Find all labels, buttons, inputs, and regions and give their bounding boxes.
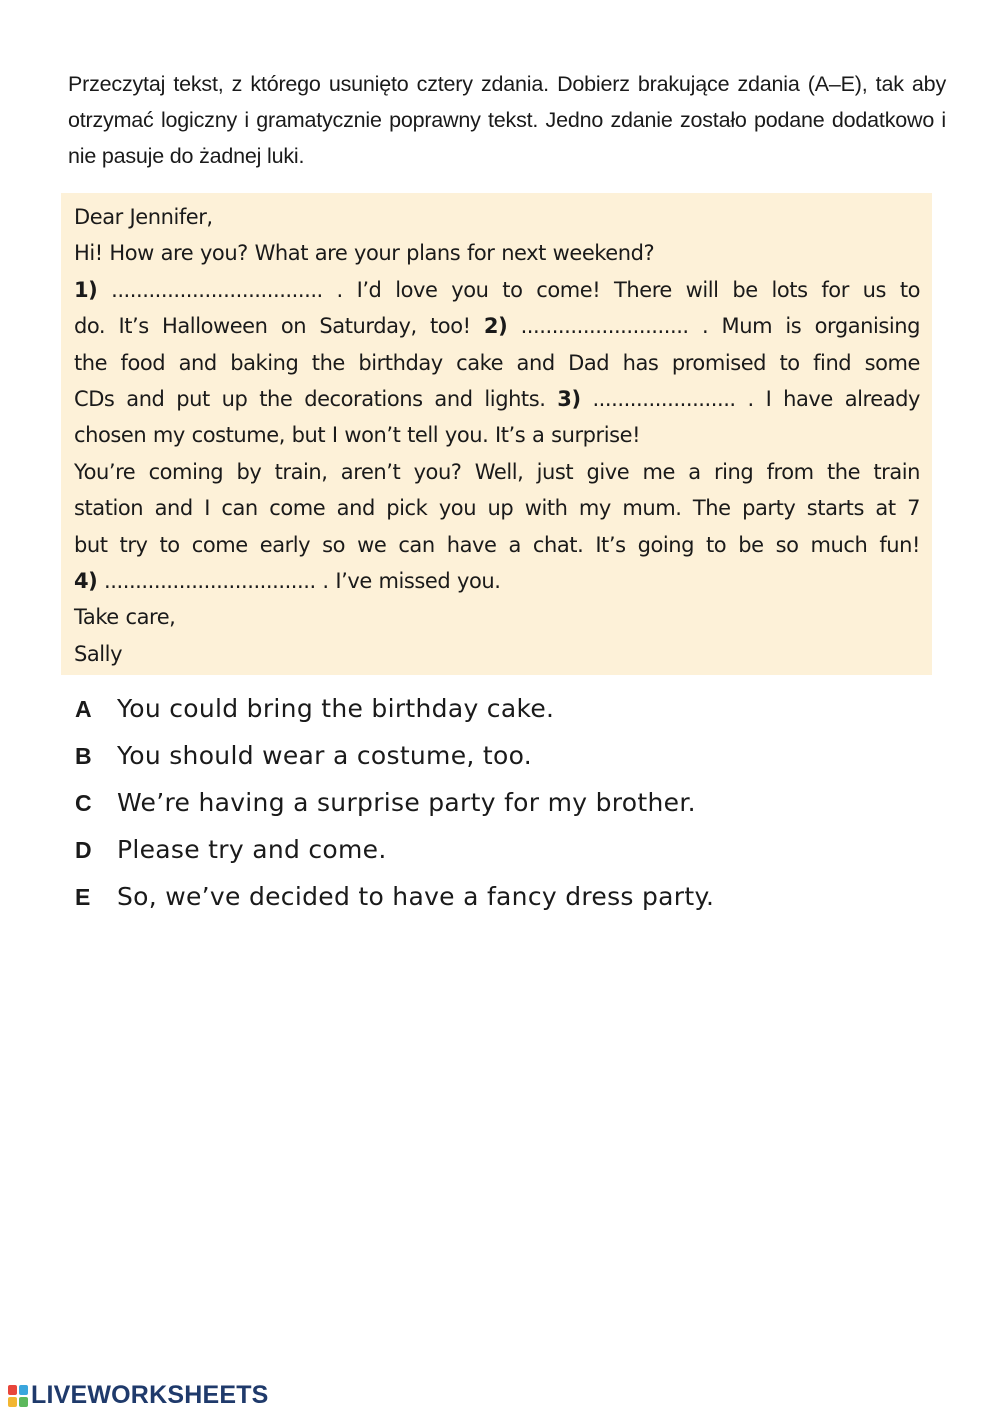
letter-line: chosen my costume, but I won’t tell you. It’s a surprise!: [74, 423, 641, 448]
gap-number-1: 1): [74, 277, 98, 302]
option-text: Please try and come.: [117, 835, 387, 864]
letter-line: [74, 563, 920, 599]
logo-square-icon: [19, 1385, 28, 1395]
letter-line: the food and baking the birthday cake and Dad has promised to find some: [74, 350, 920, 375]
letter-line: You’re coming by train, aren’t you? Well, just give me a ring from the train: [74, 459, 920, 484]
task-instructions: Przeczytaj tekst, z którego usunięto cztery zdania. Dobierz brakujące zdania (A–E), tak aby otrzymać logiczny i gramatycznie poprawny tekst. Jedno zdanie zostało podane dodatkowo i nie pasuje do żadnej luki.: [68, 72, 946, 168]
liveworksheets-logo-icon: [8, 1385, 28, 1407]
option-e: [75, 882, 714, 929]
letter-text: do. It’s Halloween on Saturday, too!: [74, 314, 484, 339]
option-text: You should wear a costume, too.: [117, 741, 532, 770]
option-d: [75, 835, 714, 882]
letter-signature: Sally: [74, 641, 123, 666]
letter-box: [61, 193, 932, 675]
answer-options: [75, 694, 714, 929]
brand-name: LIVEWORKSHEETS: [31, 1381, 269, 1409]
letter-line: but try to come early so we can have a chat. It’s going to be so much fun!: [74, 532, 920, 557]
gap-number-3: 3): [557, 387, 581, 412]
letter-line: [74, 272, 920, 308]
letter-line: [74, 308, 920, 344]
option-c: [75, 788, 714, 835]
liveworksheets-logo[interactable]: [8, 1381, 269, 1410]
option-text: So, we’ve decided to have a fancy dress party.: [117, 882, 715, 911]
letter-line: Hi! How are you? What are your plans for next weekend?: [74, 241, 655, 266]
gap-blank-3: ....................... . I have already: [580, 387, 921, 412]
option-a: [75, 694, 714, 741]
letter-text: CDs and put up the decorations and lights.: [74, 387, 558, 412]
option-letter: C: [75, 790, 92, 816]
gap-blank-1: .................................. . I’d love you to come! There will be lots for us to: [97, 277, 920, 302]
gap-blank-4: .................................. . I’ve missed you.: [97, 569, 501, 594]
option-b: [75, 741, 714, 788]
letter-line: station and I can come and pick you up with my mum. The party starts at 7: [74, 496, 920, 521]
option-letter: A: [75, 696, 92, 722]
letter-closing: Take care,: [74, 605, 176, 630]
gap-blank-2: ........................... . Mum is organising: [507, 314, 921, 339]
option-text: You could bring the birthday cake.: [117, 694, 555, 723]
letter-greeting: Dear Jennifer,: [74, 205, 213, 229]
logo-square-icon: [8, 1397, 17, 1407]
option-letter: B: [75, 743, 92, 769]
gap-number-2: 2): [483, 314, 508, 339]
option-letter: D: [75, 837, 92, 863]
letter-line: [74, 381, 920, 417]
logo-square-icon: [19, 1397, 28, 1407]
option-letter: E: [75, 884, 91, 910]
logo-square-icon: [8, 1385, 17, 1395]
gap-number-4: 4): [74, 569, 98, 594]
option-text: We’re having a surprise party for my brother.: [117, 788, 696, 817]
